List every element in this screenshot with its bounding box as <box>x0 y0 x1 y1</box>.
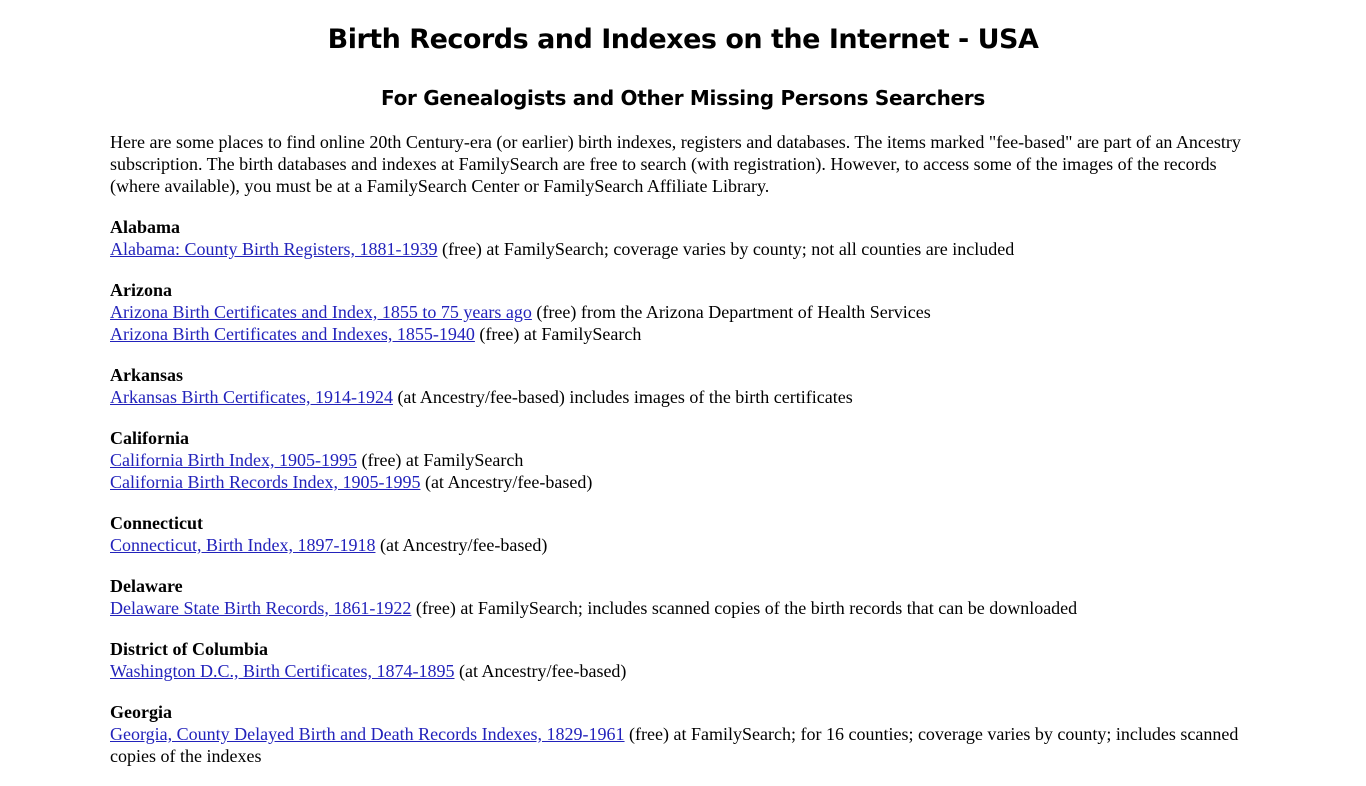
state-section-california <box>110 427 1250 493</box>
page-subtitle: For Genealogists and Other Missing Persons Searchers <box>381 86 985 110</box>
intro-paragraph: Here are some places to find online 20th Century-era (or earlier) birth indexes, registers and databases. The items marked "fee-based" are part of an Ancestry subscription. The birth databases and indexes at FamilySearch are free to search (with registration). However, to access some of the images of the records (where available), you must be at a FamilySearch Center or FamilySearch Affiliate Library. <box>110 132 1241 196</box>
state-section-arizona <box>110 279 1250 345</box>
state-heading: California <box>110 428 189 448</box>
state-heading: Connecticut <box>110 513 203 533</box>
record-note: (free) at FamilySearch; includes scanned copies of the birth records that can be downloaded <box>411 598 1078 618</box>
record-note: (free) from the Arizona Department of Health Services <box>531 302 931 322</box>
state-list <box>110 216 1250 786</box>
record-note: (free) at FamilySearch; for 16 counties; coverage varies by county; includes scanned copies of the indexes <box>110 724 1239 766</box>
record-entry <box>110 301 1250 323</box>
record-note: (free) at FamilySearch <box>474 324 642 344</box>
state-heading: Georgia <box>110 702 172 722</box>
state-section-georgia <box>110 701 1250 767</box>
record-link[interactable]: Georgia, County Delayed Birth and Death Records Indexes, 1829-1961 <box>110 724 625 744</box>
record-link[interactable]: Arkansas Birth Certificates, 1914-1924 <box>110 387 393 407</box>
record-entry <box>110 386 1250 408</box>
record-entry <box>110 597 1250 619</box>
record-link[interactable]: California Birth Index, 1905-1995 <box>110 450 357 470</box>
record-note: (at Ancestry/fee-based) <box>420 472 593 492</box>
state-heading: Alabama <box>110 217 181 237</box>
record-note: (at Ancestry/fee-based) includes images of the birth certificates <box>392 387 853 407</box>
record-link[interactable]: Arizona Birth Certificates and Index, 1855 to 75 years ago <box>110 302 532 322</box>
record-note: (at Ancestry/fee-based) <box>454 661 627 681</box>
state-section-district-of-columbia <box>110 638 1250 682</box>
state-heading: Arkansas <box>110 365 184 385</box>
record-entry <box>110 323 1250 345</box>
state-section-connecticut <box>110 512 1250 556</box>
record-entry <box>110 534 1250 556</box>
record-link[interactable]: Washington D.C., Birth Certificates, 1874-1895 <box>110 661 455 681</box>
record-entry <box>110 238 1250 260</box>
state-heading: Delaware <box>110 576 183 596</box>
state-section-delaware <box>110 575 1250 619</box>
record-entry <box>110 471 1250 493</box>
record-entry <box>110 660 1250 682</box>
page-title: Birth Records and Indexes on the Internet - USA <box>327 24 1039 55</box>
record-note: (at Ancestry/fee-based) <box>375 535 548 555</box>
record-entry <box>110 449 1250 471</box>
record-link[interactable]: Connecticut, Birth Index, 1897-1918 <box>110 535 376 555</box>
record-note: (free) at FamilySearch <box>356 450 524 470</box>
state-section-arkansas <box>110 364 1250 408</box>
state-section-alabama <box>110 216 1250 260</box>
record-note: (free) at FamilySearch; coverage varies by county; not all counties are included <box>437 239 1015 259</box>
state-heading: Arizona <box>110 280 172 300</box>
state-heading: District of Columbia <box>110 639 268 659</box>
record-link[interactable]: Delaware State Birth Records, 1861-1922 <box>110 598 412 618</box>
record-link[interactable]: Alabama: County Birth Registers, 1881-1939 <box>110 239 438 259</box>
record-link[interactable]: Arizona Birth Certificates and Indexes, 1855-1940 <box>110 324 475 344</box>
record-entry <box>110 723 1250 767</box>
record-link[interactable]: California Birth Records Index, 1905-1995 <box>110 472 421 492</box>
